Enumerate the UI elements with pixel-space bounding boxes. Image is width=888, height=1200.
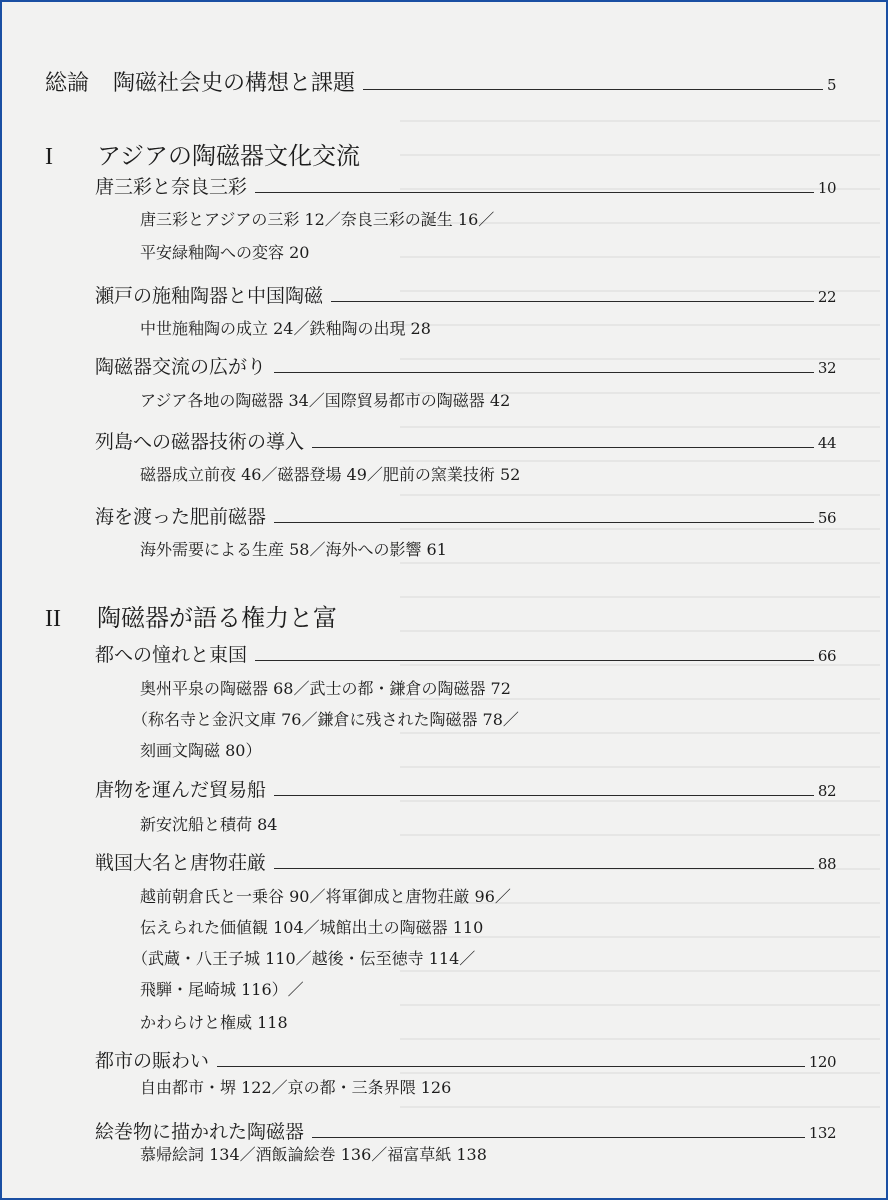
chapter-title: 都市の賑わい: [95, 1050, 210, 1072]
part-title: 陶磁器が語る権力と富: [97, 604, 337, 632]
chapter-title: 陶磁器交流の広がり: [95, 356, 267, 378]
subsection-line: アジア各地の陶磁器 34／国際貿易都市の陶磁器 42: [140, 391, 511, 410]
toc-chapter-entry[interactable]: [95, 352, 836, 379]
page-number: 56: [817, 509, 836, 527]
page-number: 44: [817, 434, 836, 452]
page-number: 132: [808, 1124, 836, 1142]
page-number: 22: [817, 288, 836, 306]
page-number: 5: [826, 76, 836, 94]
page-number: 120: [808, 1053, 836, 1071]
chapter-title: 唐三彩と奈良三彩: [95, 176, 248, 198]
subsection-line: 新安沈船と積荷 84: [140, 815, 278, 834]
leader-line: [274, 362, 814, 373]
page-number: 82: [817, 782, 836, 800]
chapter-title: 唐物を運んだ貿易船: [95, 779, 267, 801]
part-numeral: II: [45, 606, 61, 632]
page-number: 10: [817, 179, 836, 197]
part-heading: [45, 598, 337, 633]
subsection-line: （武蔵・八王子城 110／越後・伝至徳寺 114／: [132, 949, 476, 968]
subsection-line: 伝えられた価値観 104／城館出土の陶磁器 110: [140, 918, 484, 937]
intro-title: 陶磁社会史の構想と課題: [113, 71, 356, 96]
subsection-line: 自由都市・堺 122／京の都・三条界隈 126: [140, 1078, 452, 1097]
subsection-line: かわらけと権威 118: [140, 1013, 288, 1032]
toc-chapter-entry[interactable]: [95, 427, 836, 454]
toc-chapter-entry[interactable]: [95, 848, 836, 875]
subsection-line: 中世施釉陶の成立 24／鉄釉陶の出現 28: [140, 319, 431, 338]
page-number: 88: [817, 855, 836, 873]
toc-intro-entry[interactable]: [45, 66, 836, 97]
leader-line: [274, 785, 814, 796]
part-numeral: I: [45, 144, 53, 170]
toc-chapter-entry[interactable]: [95, 1046, 836, 1073]
page-number: 32: [817, 359, 836, 377]
subsection-line: 刻画文陶磁 80）: [140, 741, 262, 760]
subsection-line: 奥州平泉の陶磁器 68／武士の都・鎌倉の陶磁器 72: [140, 679, 511, 698]
chapter-title: 瀬戸の施釉陶器と中国陶磁: [95, 285, 324, 307]
leader-line: [274, 858, 814, 869]
toc-chapter-entry[interactable]: [95, 775, 836, 802]
leader-line: [363, 77, 823, 90]
intro-prefix: 総論: [45, 71, 90, 96]
leader-line: [255, 182, 814, 193]
bleed-through-texture: [400, 120, 880, 1120]
chapter-title: 絵巻物に描かれた陶磁器: [95, 1121, 305, 1143]
leader-line: [217, 1056, 805, 1067]
chapter-title: 列島への磁器技術の導入: [95, 431, 305, 453]
chapter-title: 海を渡った肥前磁器: [95, 506, 267, 528]
subsection-line: 慕帰絵詞 134／酒飯論絵巻 136／福富草紙 138: [140, 1145, 487, 1164]
chapter-title: 都への憧れと東国: [95, 644, 248, 666]
part-title: アジアの陶磁器文化交流: [97, 142, 361, 170]
page-number: 66: [817, 647, 836, 665]
leader-line: [312, 437, 814, 448]
toc-chapter-entry[interactable]: [95, 281, 836, 308]
subsection-line: 海外需要による生産 58／海外への影響 61: [140, 540, 447, 559]
subsection-line: 平安緑釉陶への変容 20: [140, 243, 310, 262]
toc-chapter-entry[interactable]: [95, 172, 836, 199]
subsection-line: 飛騨・尾崎城 116）／: [140, 980, 304, 999]
toc-chapter-entry[interactable]: [95, 640, 836, 667]
leader-line: [274, 512, 814, 523]
toc-chapter-entry[interactable]: [95, 1117, 836, 1144]
leader-line: [312, 1127, 805, 1138]
part-heading: [45, 136, 360, 171]
chapter-title: 戦国大名と唐物荘厳: [95, 852, 267, 874]
leader-line: [331, 291, 814, 302]
leader-line: [255, 650, 814, 661]
toc-chapter-entry[interactable]: [95, 502, 836, 529]
subsection-line: 越前朝倉氏と一乗谷 90／将軍御成と唐物荘厳 96／: [140, 887, 511, 906]
subsection-line: （称名寺と金沢文庫 76／鎌倉に残された陶磁器 78／: [132, 710, 519, 729]
subsection-line: 磁器成立前夜 46／磁器登場 49／肥前の窯業技術 52: [140, 465, 521, 484]
subsection-line: 唐三彩とアジアの三彩 12／奈良三彩の誕生 16／: [140, 210, 495, 229]
